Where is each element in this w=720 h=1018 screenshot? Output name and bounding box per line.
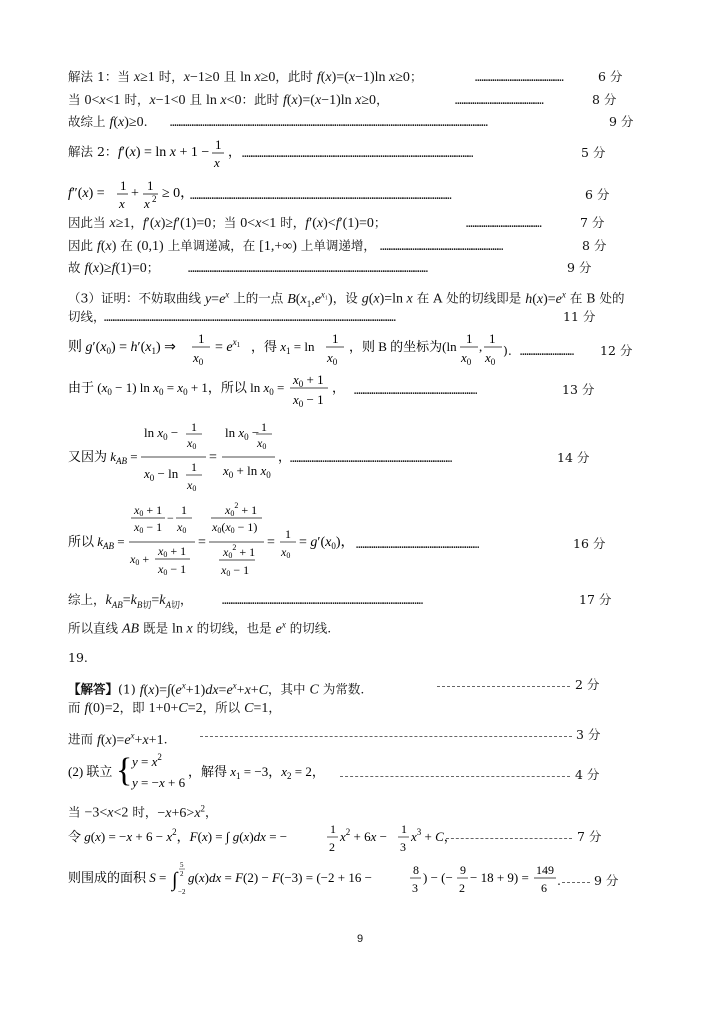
svg-text:1: 1	[332, 331, 339, 346]
svg-text:x0 − 1: x0 − 1	[134, 520, 163, 535]
formula-ln-x0	[68, 371, 358, 409]
svg-text:−2: −2	[178, 888, 186, 896]
q19-initial-condition: 而 f(0)=2，即 1+0+C=2，所以 C=1，	[68, 700, 281, 716]
score-6: 6 分	[585, 187, 610, 202]
svg-text:x0 − 1: x0 − 1	[221, 563, 250, 578]
question-19-number: 19.	[68, 650, 88, 665]
score-9: 9 分	[567, 260, 592, 275]
svg-text:x02 + 1: $x0^2 + 1$	[223, 543, 256, 560]
leader-dots: …………………………………………………………………………………………………………………………………………………………………………………	[104, 311, 394, 324]
svg-text:x: x	[214, 155, 220, 170]
svg-text:ln x0 −: $\ln x_0$ −	[144, 425, 179, 442]
leader-dots: ……………………………………………………	[475, 71, 562, 84]
score-8: 8 分	[582, 238, 607, 253]
formula-antiderivative	[68, 820, 457, 858]
svg-text:≥ 0，: ≥ 0，	[162, 186, 195, 201]
solution1-conclusion: 故综上 f(x)≥0.	[68, 114, 148, 130]
coord-close: ).	[503, 343, 512, 358]
svg-text:，则 B 的坐标为(ln: ，则 B 的坐标为(ln	[349, 339, 457, 354]
svg-text:1: 1	[147, 178, 154, 193]
leader-dashes	[200, 736, 572, 737]
leader-dots: ……………………………………………………	[455, 94, 542, 107]
svg-text:x0: $x_0$	[485, 350, 496, 367]
monotonic-intervals: 因此 f(x) 在 (0,1) 上单调递减，在 [1,+∞) 上单调递增，	[68, 238, 376, 254]
svg-text:=: =	[267, 535, 275, 550]
score-8: 8 分	[592, 92, 617, 107]
score-4: 4 分	[575, 767, 600, 782]
svg-text:，: ，	[228, 144, 242, 159]
page-number: 9	[356, 933, 364, 945]
svg-text:f″(x) =: f″(x) =	[68, 186, 105, 201]
svg-text:x0: $x_0$	[461, 350, 472, 367]
svg-text:2: 2	[459, 881, 465, 895]
formula-tangent-condition	[68, 330, 508, 368]
solution1-line2: 当 0<x<1 时，x−1<0 且 ln x<0：此时 f(x)=(x−1)ln x≥0，	[68, 92, 389, 108]
formula-fprime	[118, 136, 242, 172]
svg-text:8: 8	[413, 863, 419, 877]
svg-text:2: 2	[152, 194, 157, 204]
svg-text:=: =	[209, 450, 217, 465]
svg-text:) − (−: ) − (−	[423, 870, 453, 885]
svg-text:x0: x0	[177, 520, 187, 535]
score-3: 3 分	[576, 727, 601, 742]
score-13: 13 分	[562, 382, 595, 397]
svg-text:(2) 联立: (2) 联立	[68, 764, 113, 779]
svg-text:2: 2	[329, 840, 335, 854]
monotonic-analysis: 因此当 x≥1，f′(x)≥f′(1)=0；当 0<x<1 时，f′(x)<f′(1)=0；	[68, 215, 387, 231]
svg-text:y = −x + 6: y = −x + 6	[132, 775, 186, 790]
leader-dots: …………………………………………………………………………………………………………………………………………………………………………………………………	[170, 116, 486, 129]
q19-inequality: 当 −3<x<2 时，$-x+6>x^2$，	[68, 803, 218, 821]
svg-text:= ex1: = $e^x1$	[215, 337, 241, 355]
svg-text:，得 x1 = ln: ，得 $x_1 = \ln$	[251, 339, 315, 356]
svg-text:1: 1	[489, 331, 496, 346]
svg-text:1: 1	[120, 178, 127, 193]
formula-fdoubleprime	[68, 177, 195, 213]
svg-text:6: 6	[541, 881, 547, 895]
part3-statement-cont: 切线，	[68, 309, 106, 324]
svg-text:x: x	[144, 196, 150, 211]
svg-text:1: 1	[198, 331, 205, 346]
solution1-line1: 解法 1：当 x≥1 时，x−1≥0 且 ln x≥0，此时 f(x)=(x−1)ln x≥0；	[68, 69, 423, 85]
slope-conclusion: 综上，$k_{AB}=k_{B切}=k_{A切}$，	[68, 592, 193, 610]
leader-dots: …………………………………………………………………………………………………………………………	[222, 594, 421, 607]
q19-part1-answer: 【解答】(1) $f(x)=\int(e^x+1)dx=e^x+x+C$，其中 C 为常数.	[68, 680, 365, 698]
svg-text:所以 kAB =: 所以 $k_{AB}$ =	[68, 534, 125, 551]
svg-text:x3 + C，: $x^3 + C$，	[411, 827, 457, 844]
svg-text:x0: x0	[257, 436, 267, 451]
svg-text:2: 2	[180, 870, 184, 878]
svg-text:由于 (x0 − 1) ln x0 = x0 + 1，所以: 由于 $(x_0 - 1)$ $\ln x_0 = x_0 + 1$，所以 $\ln x_0$ =	[68, 380, 285, 397]
formula-kab	[68, 420, 298, 496]
svg-text:则 g′(x0) = h′(x1) ⇒: 则 $g'(x_0) = h'(x_1)$ ⇒	[68, 340, 176, 356]
svg-text:ln x0 −: $\ln x_0$ −	[225, 425, 260, 442]
leader-dots: …………………………………………………………………………	[354, 384, 476, 397]
svg-text:,: ,	[479, 339, 483, 354]
svg-text:x0 − 1: $x_0 - 1$	[293, 392, 324, 409]
svg-text:，解得 x1 = −3，x2 = 2，: ，解得 $x_1 = -3$，$x_2 = 2$，	[188, 764, 325, 781]
svg-text:x02 + 1: $x0^2 + 1$	[225, 501, 258, 518]
svg-text:x0: $x_0$	[327, 350, 338, 367]
svg-text:x0 + 1: x0 + 1	[134, 503, 163, 518]
score-7: 7 分	[577, 829, 602, 844]
svg-text:1: 1	[261, 420, 267, 434]
area-period: .	[557, 873, 561, 888]
score-9: 9 分	[594, 873, 619, 888]
svg-text:{: {	[116, 752, 133, 789]
svg-text:1: 1	[191, 460, 197, 474]
score-5: 5 分	[581, 145, 606, 160]
svg-text:x0: $x_0$	[193, 350, 204, 367]
svg-text:令 g(x) = −x + 6 − x2，F(x) = ∫: 令 $g(x) = -x + 6 - x^2$，F(x) = ∫ g(x)dx = −	[68, 827, 288, 844]
final-conclusion: 所以直线 AB 既是 ln x 的切线，也是 $e^x$ 的切线.	[68, 619, 332, 637]
svg-text:x0: x0	[187, 436, 197, 451]
svg-text:+: +	[131, 186, 139, 201]
svg-text:3: 3	[400, 840, 406, 854]
svg-text:−: −	[167, 511, 174, 525]
svg-text:x0 − 1: x0 − 1	[158, 562, 187, 577]
leader-dots: …………………………………………………………………………………………………………………………………………………	[188, 262, 426, 275]
leader-dots: ……………………………………………	[466, 217, 540, 230]
svg-text:1: 1	[285, 527, 291, 541]
leader-dashes	[446, 838, 572, 839]
leader-dashes	[562, 882, 590, 883]
svg-text:=: =	[198, 535, 206, 550]
formula-kab-simplified	[68, 500, 358, 582]
svg-text:1: 1	[401, 822, 407, 836]
svg-text:1: 1	[191, 420, 197, 434]
leader-dashes	[340, 776, 570, 777]
svg-text:1: 1	[181, 503, 187, 517]
leader-dots: ……………………………………………………………………………………………………………………………………………	[242, 147, 472, 160]
svg-text:3: 3	[412, 881, 418, 895]
svg-text:g(x)dx = F(2) − F(−3) = (−2 +: g(x)dx = F(2) − F(−3) = (−2 + 16 −	[188, 870, 372, 885]
leader-dots: …………………………………………………………………………………………………	[290, 452, 450, 465]
solution2-derivative: 解法 2：	[68, 144, 118, 159]
svg-text:x0 + 1: x0 + 1	[158, 544, 187, 559]
svg-text:x2 + 6x −: $x^2 + 6x$ −	[340, 827, 387, 844]
svg-text:x0 − ln: $x_0 - \ln$	[144, 466, 179, 483]
score-9: 9 分	[609, 114, 634, 129]
leader-dots: …………………………………………………………………………	[380, 240, 502, 253]
leader-dots: ………………………………	[520, 345, 572, 358]
svg-text:，: ，	[332, 380, 346, 395]
svg-text:x0: x0	[187, 478, 197, 493]
svg-text:− 18 + 9) =: − 18 + 9) =	[470, 870, 529, 885]
svg-text:x0 +: x0 +	[130, 552, 150, 567]
svg-text:5: 5	[180, 861, 184, 869]
svg-text:又因为 kAB =: 又因为 $k_{AB}$ =	[68, 449, 138, 466]
svg-text:149: 149	[536, 863, 554, 877]
svg-text:x0: x0	[281, 545, 291, 560]
score-7: 7 分	[580, 215, 605, 230]
score-2: 2 分	[575, 677, 600, 692]
part3-statement: （3）证明：不妨取曲线 $y=e^x$ 上的一点 $B(x_1,e^{x_1})$，设 g(x)=ln x 在 A 处的切线即是 $h(x)=e^x$ 在 B 处的	[68, 289, 625, 309]
svg-text:= g′(x0)，: = $g'(x_0)$，	[299, 535, 355, 551]
svg-text:9: 9	[460, 863, 466, 877]
q19-function-result: 进而 $f(x)=e^x+x+1$.	[68, 730, 168, 748]
svg-text:f′(x) = ln x + 1 −: f′(x) = ln x + 1 −	[118, 145, 210, 160]
formula-area	[68, 858, 558, 900]
score-12: 12 分	[600, 343, 633, 358]
score-11: 11 分	[563, 309, 596, 324]
score-14: 14 分	[557, 450, 590, 465]
svg-text:则围成的面积 S =: 则围成的面积 S =	[68, 870, 167, 885]
svg-text:x0 + ln x0: $x_0 + \ln x_0$	[223, 463, 271, 480]
svg-text:∫: ∫	[172, 869, 178, 891]
score-16: 16 分	[573, 536, 606, 551]
svg-text:x0(x0 − 1): x0(x0 − 1)	[212, 520, 258, 535]
formula-system	[68, 750, 368, 794]
svg-text:1: 1	[215, 137, 222, 152]
leader-dots: …………………………………………………………………………	[356, 538, 478, 551]
svg-text:y = x2: $y = x^2$	[132, 752, 162, 769]
svg-text:，: ，	[278, 449, 292, 464]
svg-text:x: x	[119, 196, 125, 211]
score-6: 6 分	[598, 69, 623, 84]
minimum-value: 故 f(x)≥f(1)=0；	[68, 260, 160, 276]
svg-text:1: 1	[466, 331, 473, 346]
score-17: 17 分	[579, 592, 612, 607]
leader-dots: ………………………………………………………………………………………………………………………………………………………………	[190, 189, 450, 202]
leader-dashes	[437, 686, 570, 687]
svg-text:1: 1	[330, 822, 336, 836]
svg-text:x0 + 1: $x_0 + 1$	[293, 372, 324, 389]
